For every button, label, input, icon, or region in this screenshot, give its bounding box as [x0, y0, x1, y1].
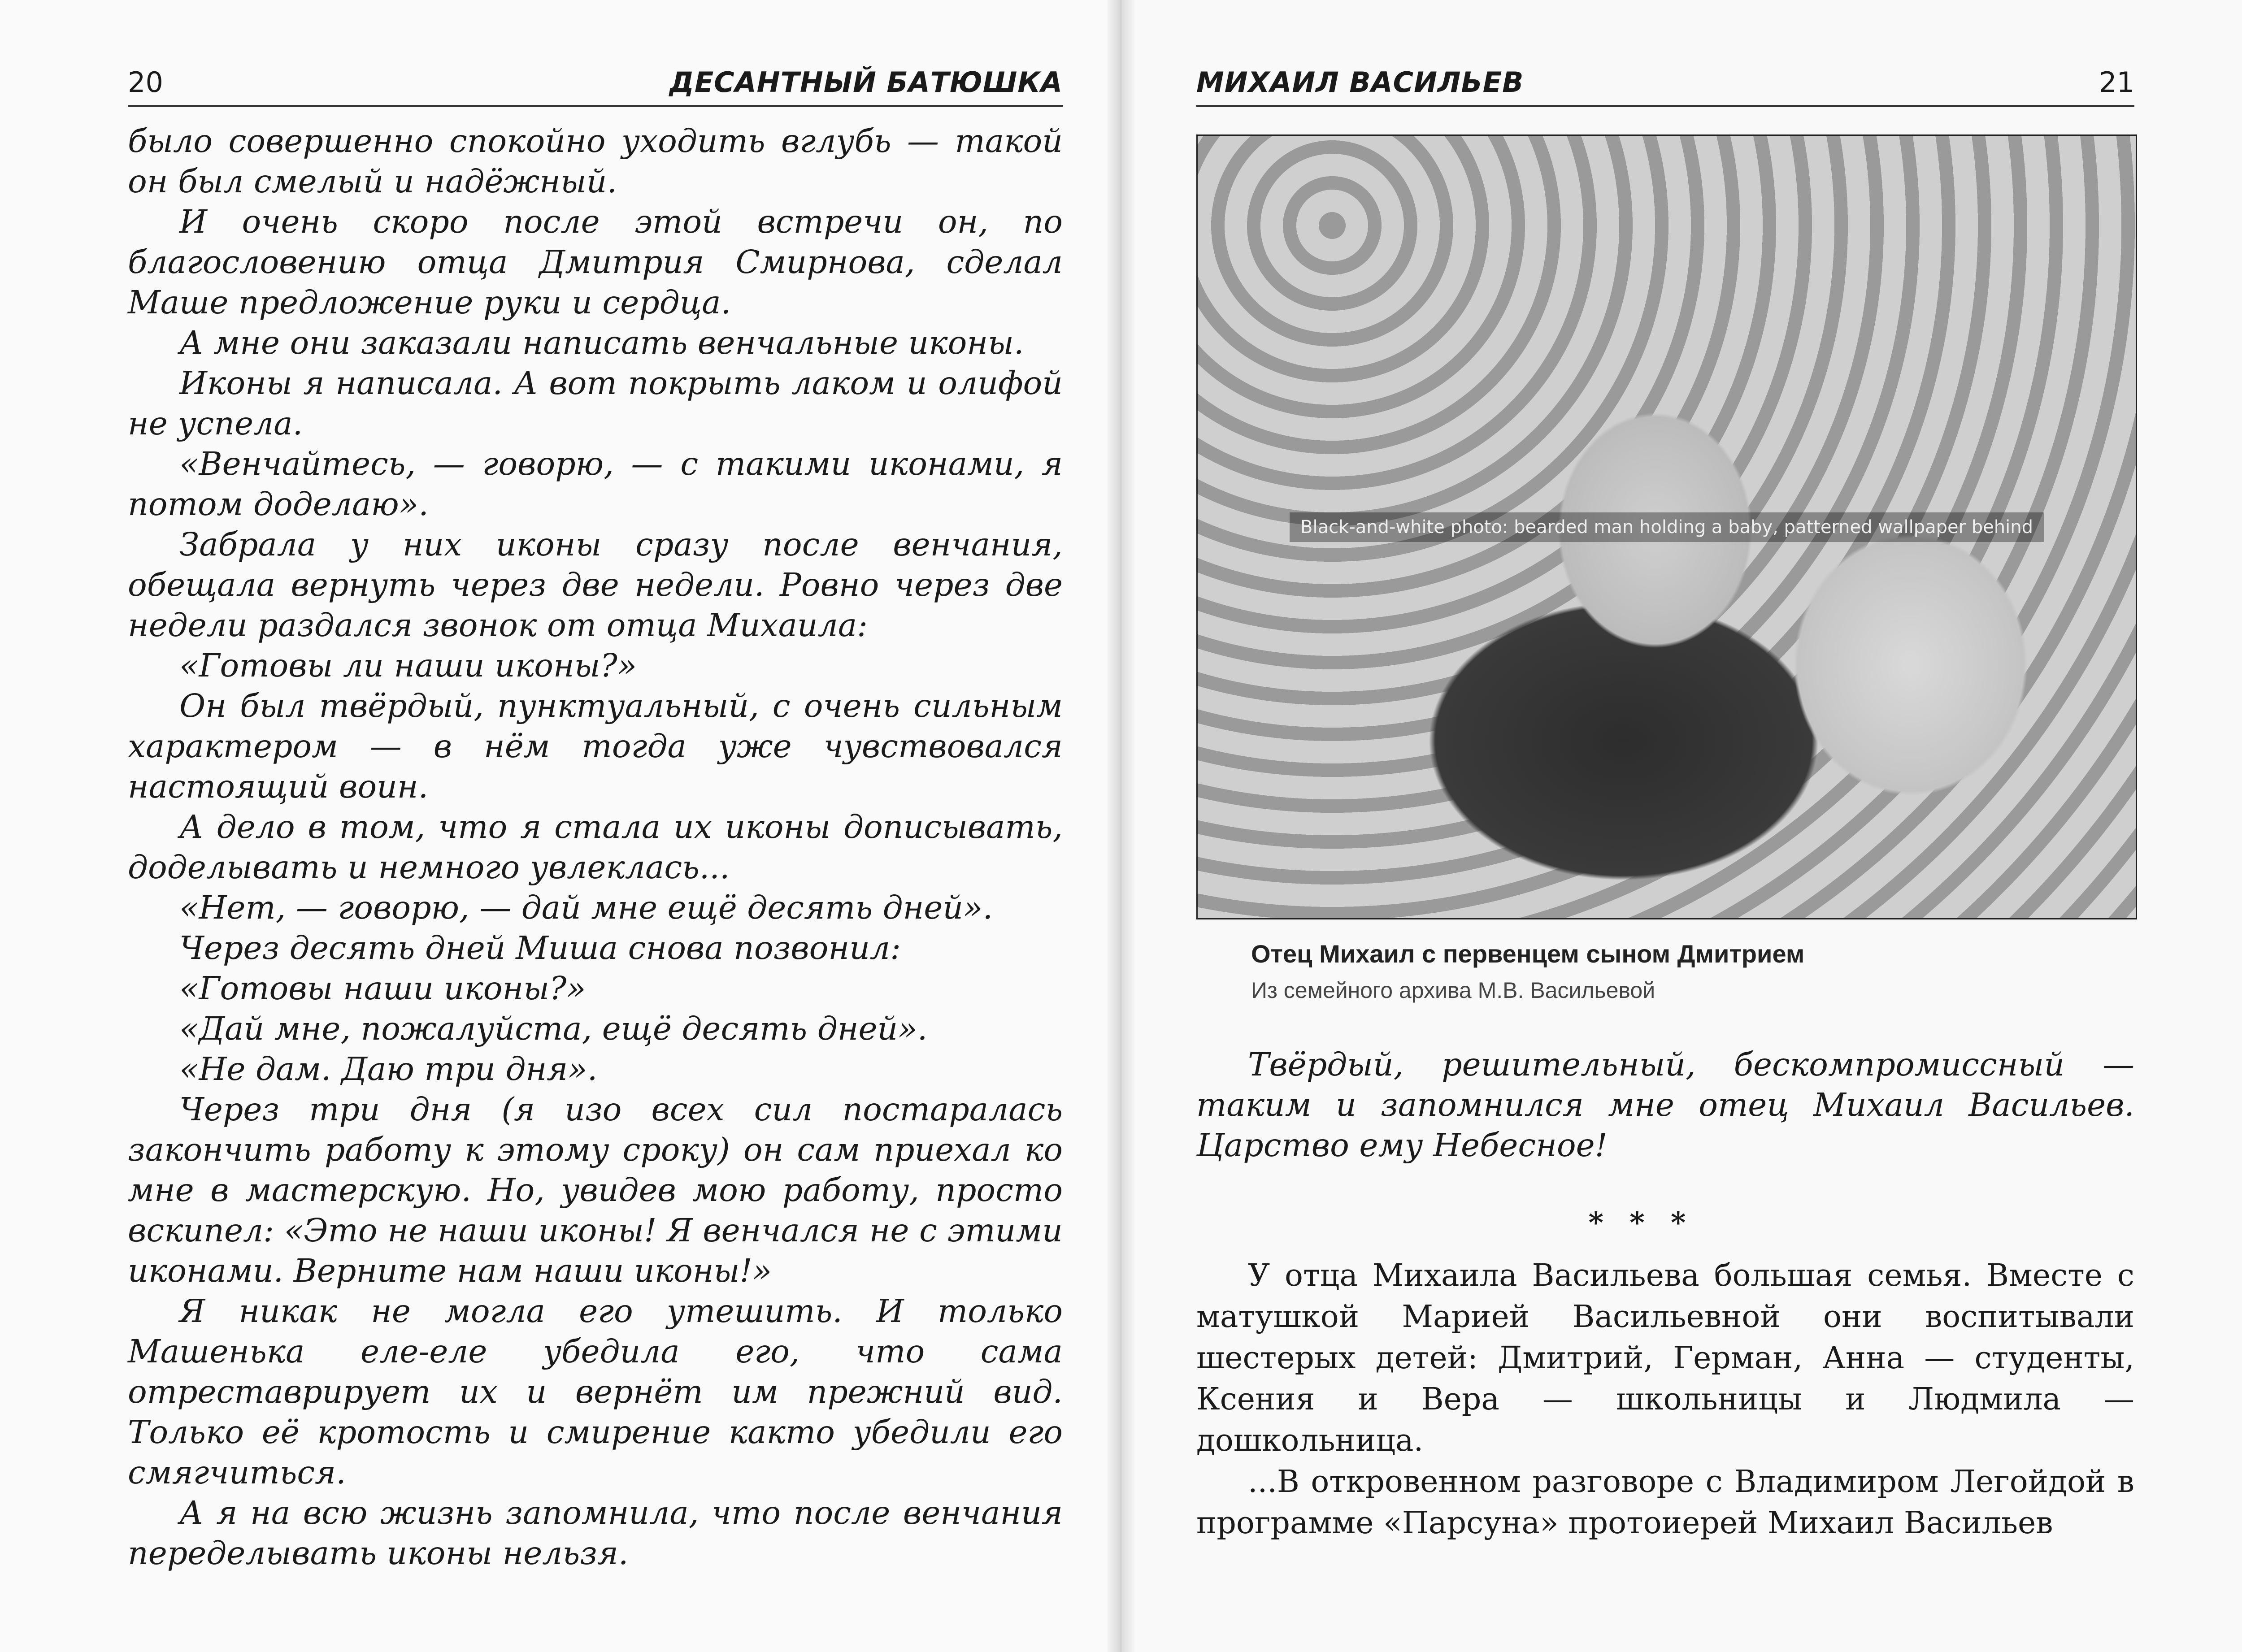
paragraph: А я на всю жизнь запомнила, что после венчания переделывать иконы нельзя. [128, 1494, 1063, 1572]
closing-text [1196, 1045, 2134, 1166]
paragraph: Через три дня (я изо всех сил постаралась закончить работу к этому сроку) он сам приехал ко мне в мастерскую. Но, увидев мою работу, просто вскипел: «Это не наши иконы! Я венчался не с этими иконами. Верните нам наши иконы!» [128, 1091, 1063, 1289]
right-page [1121, 0, 2242, 1652]
paragraph: было совершенно спокойно уходить вглубь — такой он был смелый и надёжный. [128, 122, 1063, 200]
paragraph: «Нет, — говорю, — дай мне ещё десять дней». [179, 889, 993, 926]
photo [1196, 134, 2137, 919]
page-number: 20 [128, 66, 163, 99]
book-gutter [1108, 0, 1134, 1652]
running-title: ДЕСАНТНЫЙ БАТЮШКА [669, 66, 1063, 99]
paragraph: Иконы я написала. А вот покрыть лаком и олифой не успела. [128, 364, 1063, 442]
separator-text: * * * [1588, 1206, 1694, 1240]
photo-description: Black-and-white photo: bearded man holding a baby, patterned wallpaper behind [1290, 512, 2044, 542]
left-body-text [128, 121, 1063, 1574]
paragraph: А мне они заказали написать венчальные иконы. [179, 324, 1024, 361]
paragraph: И очень скоро после этой встречи он, по благословению отца Дмитрия Смирнова, сделал Маше предложение руки и сердца. [128, 203, 1063, 321]
paragraph: «Готовы наши иконы?» [179, 970, 586, 1007]
photo-caption [1251, 939, 1804, 1003]
paragraph: Через десять дней Миша снова позвонил: [179, 929, 901, 967]
left-running-header [128, 54, 1063, 107]
right-running-header [1196, 54, 2134, 107]
paragraph: Он был твёрдый, пунктуальный, с очень сильным характером — в нём тогда уже чувствовался настоящий воин. [128, 687, 1063, 805]
section-separator [1121, 1206, 2242, 1240]
caption-title: Отец Михаил с первенцем сыном Дмитрием [1251, 940, 1805, 968]
paragraph: Твёрдый, решительный, бескомпромиссный — таким и запомнился мне отец Михаил Васильев. Царство ему Небесное! [1196, 1046, 2134, 1164]
running-title: МИХАИЛ ВАСИЛЬЕВ [1196, 66, 1524, 99]
paragraph: «Не дам. Даю три дня». [179, 1050, 598, 1088]
paragraph: У отца Михаила Васильева большая семья. Вместе с матушкой Марией Васильевной они воспитывали шестерых детей: Дмитрий, Герман, Анна — студенты, Ксения и Вера — школьницы и Людмила — дошкольница. [1196, 1258, 2134, 1458]
paragraph: «Венчайтесь, — говорю, — с такими иконами, я потом доделаю». [128, 445, 1063, 523]
page-number: 21 [2099, 66, 2134, 99]
paragraph: Я никак не могла его утешить. И только Машенька еле-еле убедила его, что сама отреставрирует их и вернёт им прежний вид. Только её кротость и смирение както убедили его смягчиться. [128, 1292, 1063, 1491]
paragraph: Забрала у них иконы сразу после венчания, обещала вернуть через две недели. Ровно через две недели раздался звонок от отца Михаила: [128, 526, 1063, 644]
caption-credit: Из семейного архива М.В. Васильевой [1251, 978, 1655, 1003]
paragraph: «Дай мне, пожалуйста, ещё десять дней». [179, 1010, 928, 1047]
paragraph: ...В откровенном разговоре с Владимиром Легойдой в программе «Парсуна» протоиерей Михаил Васильев [1196, 1464, 2134, 1541]
right-body-text [1196, 1255, 2134, 1544]
paragraph: А дело в том, что я стала их иконы дописывать, доделывать и немного увлеклась... [128, 808, 1063, 886]
paragraph: «Готовы ли наши иконы?» [179, 647, 637, 684]
